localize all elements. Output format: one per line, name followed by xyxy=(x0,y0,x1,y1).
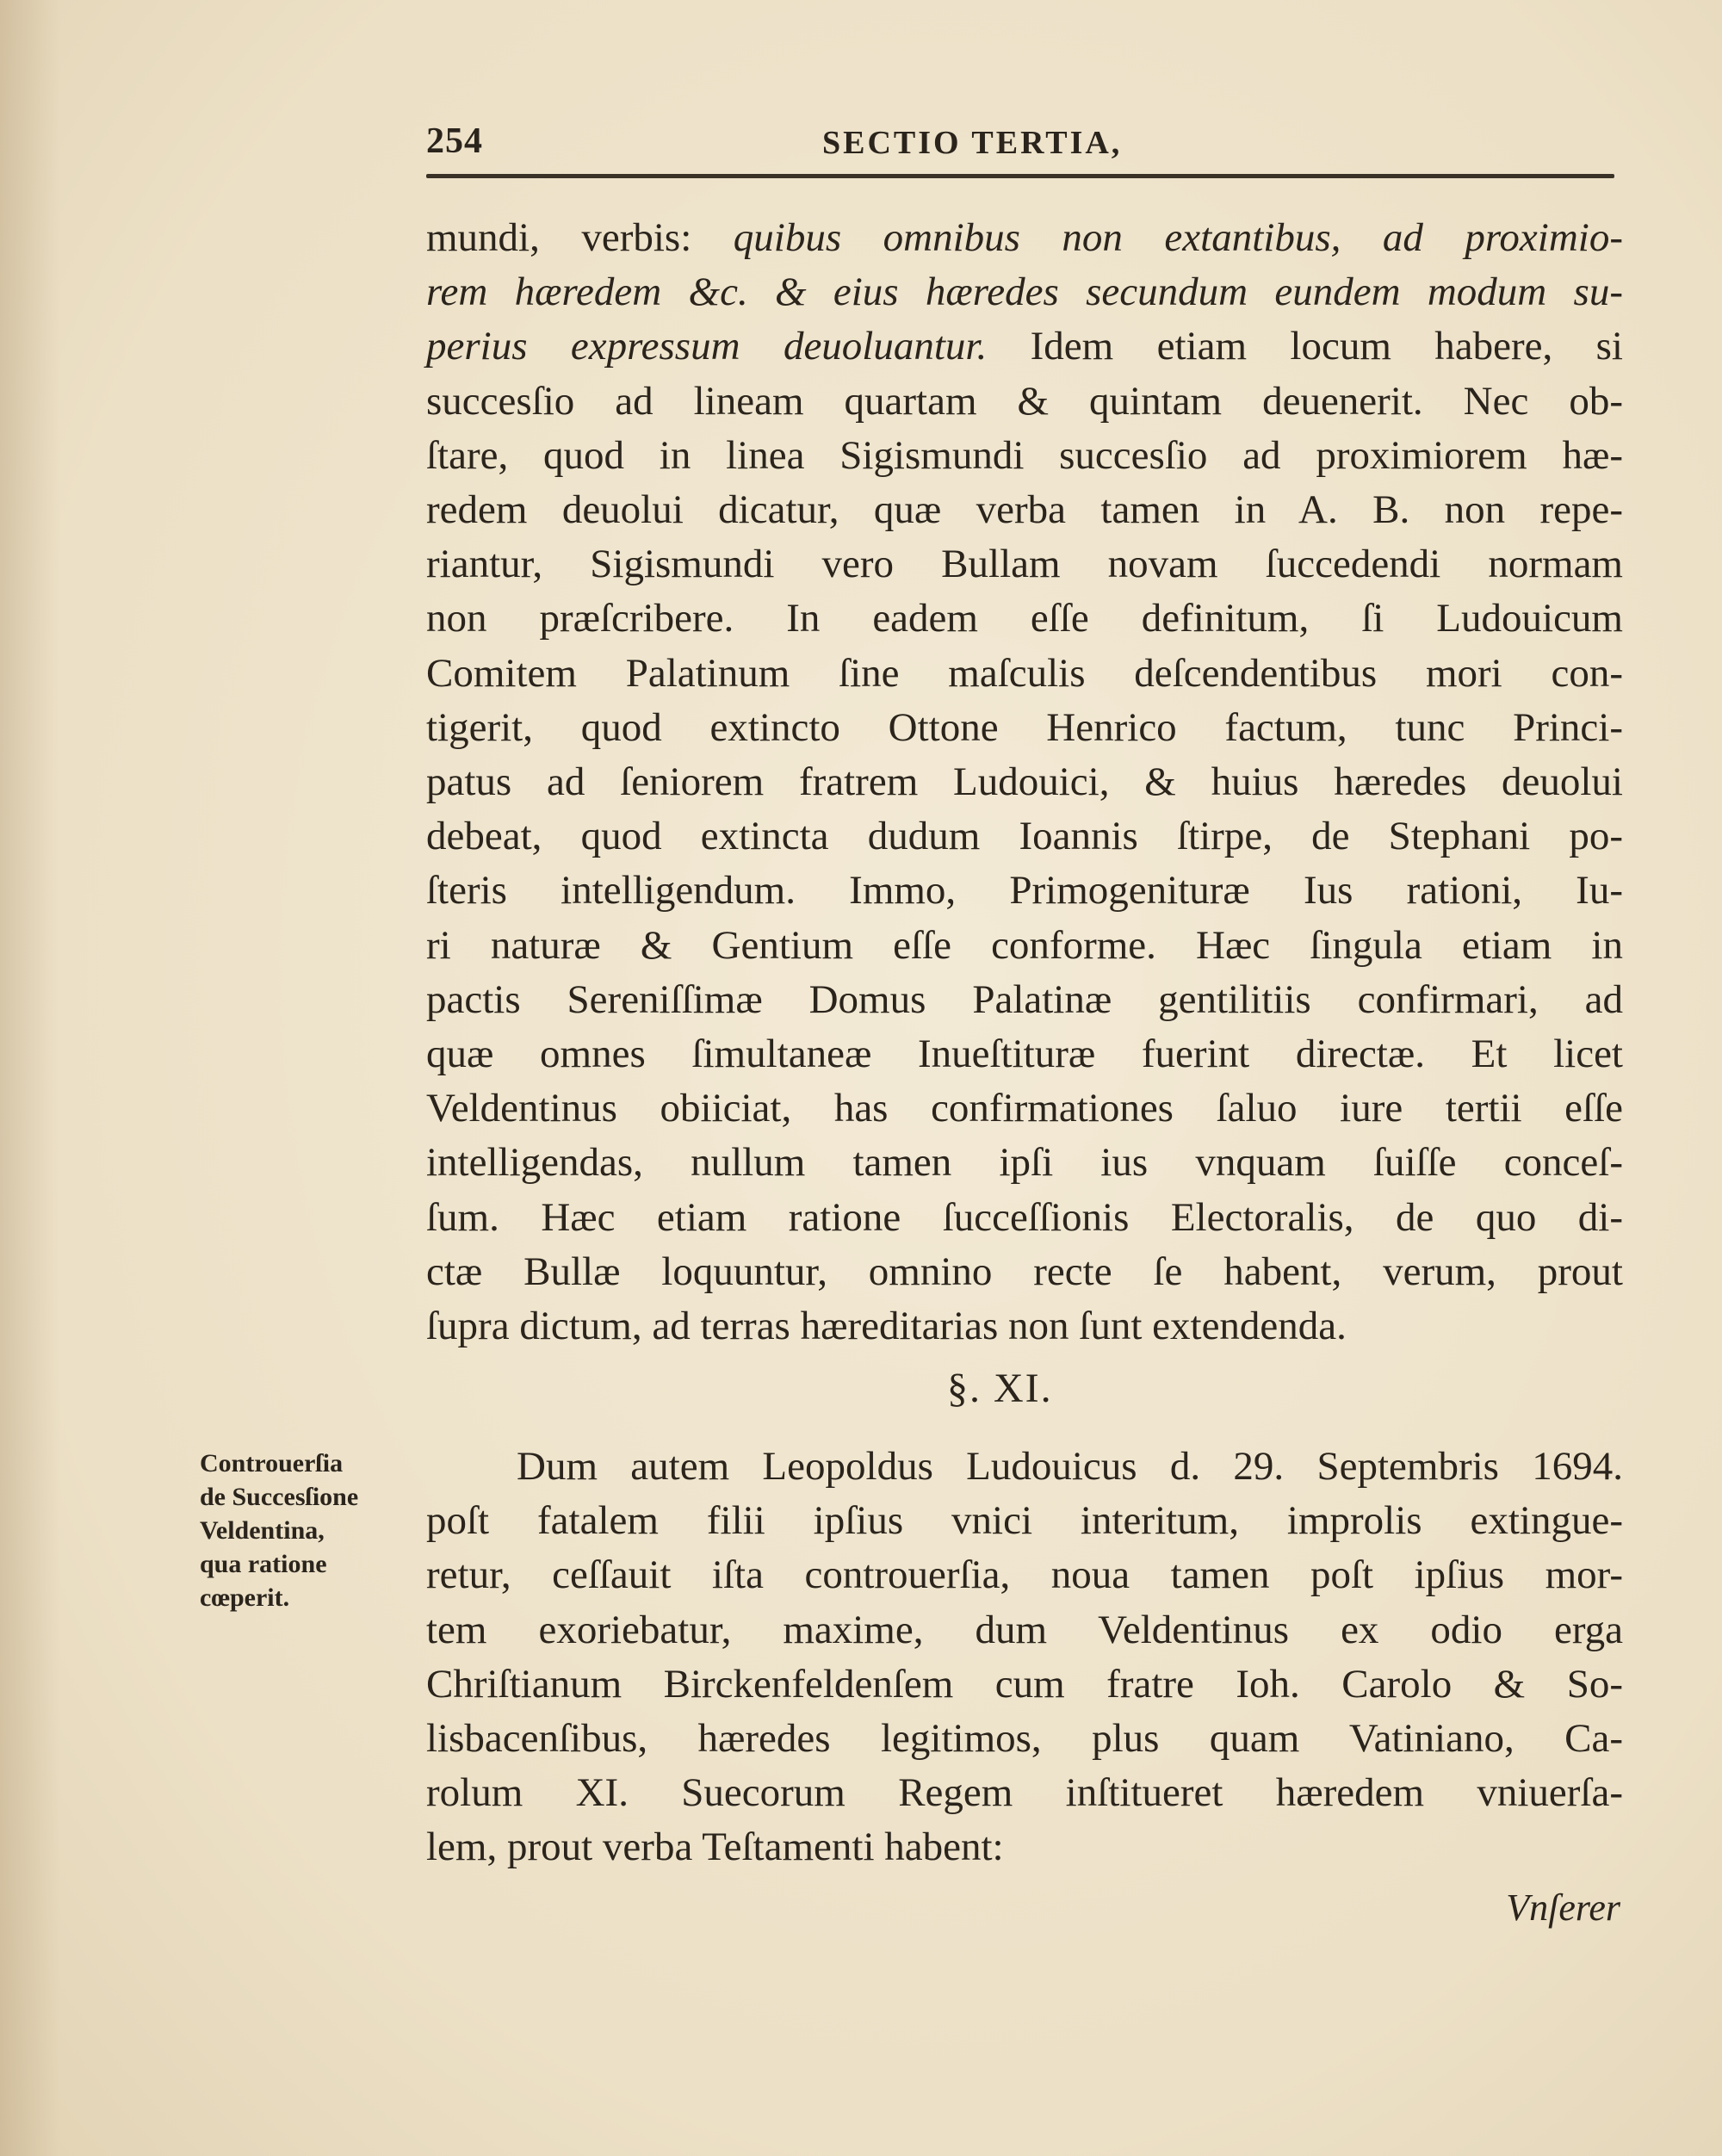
gutter-shadow xyxy=(0,0,60,2156)
text-line: retur, ceſſauit iſta controuerſia, noua tamen poſt ipſius mor- xyxy=(426,1552,1623,1598)
text-line: rem hæredem &c. & eius hæredes secundum eundem modum su- xyxy=(426,270,1623,315)
margin-note xyxy=(200,1447,430,1614)
text-line: riantur, Sigismundi vero Bullam novam ſuccedendi normam xyxy=(426,542,1623,587)
text-line: mundi, verbis: quibus omnibus non extantibus, ad proximio- xyxy=(426,215,1623,260)
running-head: SECTIO TERTIA, xyxy=(822,125,1123,161)
catchword: Vnſerer xyxy=(1506,1886,1620,1929)
text-line: debeat, quod extincta dudum Ioannis ſtirpe, de Stephani po- xyxy=(426,814,1623,859)
text-line: Veldentinus obiiciat, has confirmationes ſaluo iure tertii eſſe xyxy=(426,1086,1623,1131)
margin-note-line: qua ratione xyxy=(200,1550,327,1578)
text-line: ſupra dictum, ad terras hæreditarias non ſunt extendenda. xyxy=(426,1304,1347,1349)
text-line: tem exoriebatur, maxime, dum Veldentinus ex odio erga xyxy=(426,1607,1623,1652)
text-line: Comitem Palatinum ſine maſculis deſcendentibus mori con- xyxy=(426,650,1623,696)
text-line: rolum XI. Suecorum Regem inſtitueret hæredem vniuerſa- xyxy=(426,1770,1623,1816)
text-line: redem deuolui dicatur, quæ verba tamen in A. B. non repe- xyxy=(426,487,1623,533)
paragraph-section-xi xyxy=(426,1440,1623,1875)
page-header xyxy=(426,121,1619,172)
section-heading: §. XI. xyxy=(947,1366,1053,1411)
text-line: quæ omnes ſimultaneæ Inueſtituræ fuerint directæ. Et licet xyxy=(426,1032,1623,1077)
text-line: non præſcribere. In eadem eſſe definitum, ſi Ludouicum xyxy=(426,596,1623,641)
paragraph-continued xyxy=(426,211,1623,1354)
text-line: succesſio ad lineam quartam & quintam deuenerit. Nec ob- xyxy=(426,378,1623,424)
text-line: ctæ Bullæ loquuntur, omnino recte ſe habent, verum, prout xyxy=(426,1248,1623,1294)
text-line: ſum. Hæc etiam ratione ſucceſſionis Electoralis, de quo di- xyxy=(426,1194,1623,1240)
text-line: patus ad ſeniorem fratrem Ludouici, & huius hæredes deuolui xyxy=(426,759,1623,805)
text-line: Dum autem Leopoldus Ludouicus d. 29. Septembris 1694. xyxy=(517,1444,1623,1489)
page-number: 254 xyxy=(426,121,483,161)
text-line: lem, prout verba Teſtamenti habent: xyxy=(426,1825,1004,1870)
text-line: lisbacenſibus, hæredes legitimos, plus quam Vatiniano, Ca- xyxy=(426,1716,1623,1762)
text-line: ſteris intelligendum. Immo, Primogenituræ Ius rationi, Iu- xyxy=(426,868,1623,914)
text-line: pactis Sereniſſimæ Domus Palatinæ gentilitiis confirmari, ad xyxy=(426,976,1623,1022)
margin-note-line: cœperit. xyxy=(200,1583,290,1612)
margin-note-line: Controuerſia xyxy=(200,1449,344,1478)
header-rule xyxy=(426,174,1614,178)
margin-note-line: Veldentina, xyxy=(200,1516,325,1545)
text-line: Chriſtianum Birckenfeldenſem cum fratre Ioh. Carolo & So- xyxy=(426,1661,1623,1707)
text-line: intelligendas, nullum tamen ipſi ius vnquam ſuiſſe conceſ- xyxy=(426,1140,1623,1186)
text-line: tigerit, quod extincto Ottone Henrico factum, tunc Princi- xyxy=(426,704,1623,750)
margin-note-line: de Succesſione xyxy=(200,1483,359,1511)
text-line: ſtare, quod in linea Sigismundi succesſio ad proximiorem hæ- xyxy=(426,432,1623,478)
text-line: poſt fatalem filii ipſius vnici interitum, improlis extingue- xyxy=(426,1498,1623,1544)
text-line: ri naturæ & Gentium eſſe conforme. Hæc ſingula etiam in xyxy=(426,922,1623,968)
text-line: perius expressum deuoluantur. Idem etiam locum habere, si xyxy=(426,324,1623,369)
